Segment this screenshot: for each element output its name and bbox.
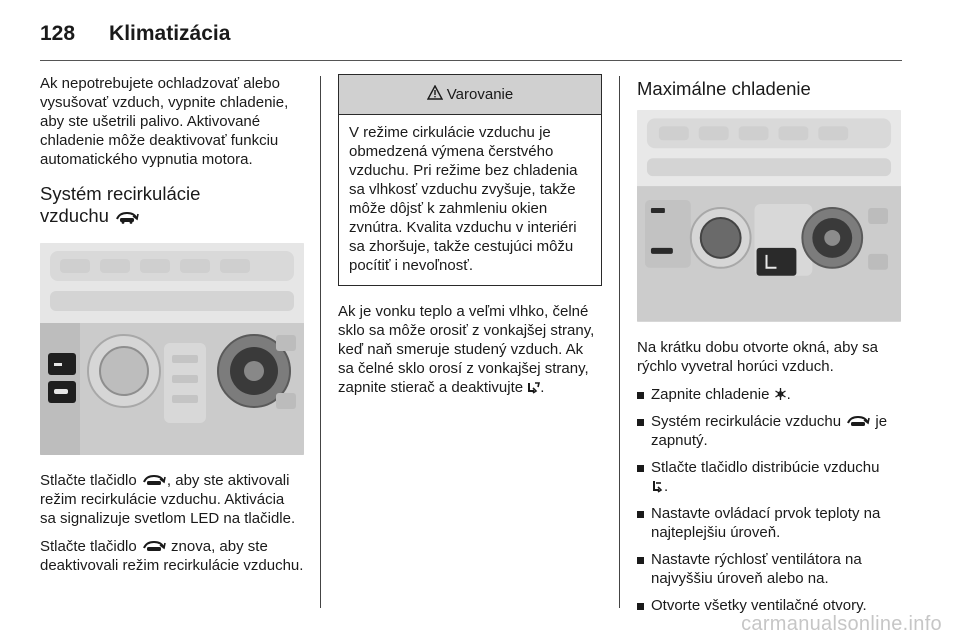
column-1 bbox=[40, 74, 304, 584]
recirculation-activate-paragraph bbox=[40, 471, 304, 528]
column-divider-2 bbox=[619, 76, 620, 608]
control-panel-photo-max-cooling bbox=[637, 110, 901, 322]
list-item bbox=[637, 385, 902, 404]
watermark: carmanualsonline.info bbox=[741, 613, 942, 635]
max-cooling-steps bbox=[637, 385, 902, 615]
column-divider-1 bbox=[320, 76, 321, 608]
list-item-text: Otvorte všetky ventilačné otvory. bbox=[651, 597, 867, 614]
max-cooling-intro: Na krátku dobu otvorte okná, aby sa rýchlo vyvetral horúci vzduch. bbox=[637, 339, 878, 375]
bullet-square-icon bbox=[637, 550, 651, 588]
page-header bbox=[40, 14, 230, 54]
warning-header bbox=[339, 75, 601, 115]
paragraph-text: . bbox=[540, 379, 545, 396]
bullet-square-icon bbox=[637, 504, 651, 542]
warning-text: V režime cirkulácie vzduchu je obmedzená výmena čerstvého vzduchu. Pri režime bez chladenia sa vlhkosť vzduchu zvyšuje, takže môže dôjsť k zahmleniu okien zvnútra. Kvalita vzduchu v interiéri sa zhoršuje, takže cestujúci môžu pocítiť i nevoľnosť. bbox=[349, 124, 578, 274]
paragraph-text: Stlačte tlačidlo bbox=[40, 538, 137, 555]
list-item bbox=[637, 412, 902, 450]
list-item bbox=[637, 504, 902, 542]
list-item-text: Nastavte rýchlosť ventilátora na najvyššiu úroveň alebo na. bbox=[651, 551, 862, 587]
paragraph-text: Stlačte tlačidlo bbox=[40, 472, 137, 489]
windshield-paragraph bbox=[338, 302, 602, 397]
paragraph-text: znova, aby ste deaktivovali režim recirkulácie vzduchu. bbox=[40, 538, 304, 574]
recirculation-deactivate-paragraph bbox=[40, 537, 304, 575]
heading-line-1: Systém recirkulácie bbox=[40, 183, 201, 204]
recirculation-icon bbox=[141, 473, 167, 488]
column-3 bbox=[637, 74, 902, 623]
list-item-text: je zapnutý. bbox=[651, 413, 888, 449]
page-title: Klimatizácia bbox=[109, 22, 231, 45]
bullet-square-icon bbox=[637, 596, 651, 615]
list-item-text: . bbox=[786, 386, 791, 403]
list-item bbox=[637, 550, 902, 588]
list-item-text: Zapnite chladenie bbox=[651, 386, 770, 403]
warning-title: Varovanie bbox=[446, 86, 514, 103]
windshield-defrost-icon bbox=[527, 380, 540, 395]
section-heading-max-cooling: Maximálne chladenie bbox=[637, 78, 811, 99]
warning-box bbox=[338, 74, 602, 286]
snowflake-icon bbox=[774, 387, 787, 402]
recirculation-icon bbox=[114, 210, 140, 225]
paragraph-text: Ak je vonku teplo a veľmi vlhko, čelné sklo sa môže orosiť z vonkajšej strany, keď naň smeruje studený vzduch. Ak sa čelné sklo orosí z vonkajšej strany, zapnite stierač a deaktivujte bbox=[338, 303, 595, 396]
header-divider bbox=[40, 60, 902, 61]
list-item-text: . bbox=[664, 478, 669, 495]
list-item-text: Stlačte tlačidlo distribúcie vzduchu bbox=[651, 459, 880, 476]
list-item-text: Systém recirkulácie vzduchu bbox=[651, 413, 842, 430]
paragraph-text: , aby ste aktivovali režim recirkulácie vzduchu. Aktivácia sa signalizuje svetlom LED na tlačidle. bbox=[40, 472, 296, 527]
column-2 bbox=[338, 74, 602, 406]
control-panel-photo-recirculation bbox=[40, 243, 304, 455]
air-distribution-icon bbox=[651, 479, 664, 494]
heading-line-2: vzduchu bbox=[40, 205, 109, 226]
recirculation-icon bbox=[141, 539, 167, 554]
bullet-square-icon bbox=[637, 412, 651, 450]
page-number: 128 bbox=[40, 22, 76, 45]
intro-paragraph: Ak nepotrebujete ochladzovať alebo vysušovať vzduch, vypnite chladenie, aby ste ušetrili palivo. Aktivované chladenie môže deaktivovať funkciu automatického vypnutia motora. bbox=[40, 75, 289, 168]
warning-body bbox=[339, 115, 601, 285]
bullet-square-icon bbox=[637, 385, 651, 404]
bullet-square-icon bbox=[637, 458, 651, 496]
list-item bbox=[637, 458, 902, 496]
recirculation-icon bbox=[845, 414, 871, 429]
section-heading-recirculation bbox=[40, 183, 304, 227]
warning-triangle-icon bbox=[427, 85, 443, 104]
list-item-text: Nastavte ovládací prvok teploty na najteplejšiu úroveň. bbox=[651, 505, 881, 541]
